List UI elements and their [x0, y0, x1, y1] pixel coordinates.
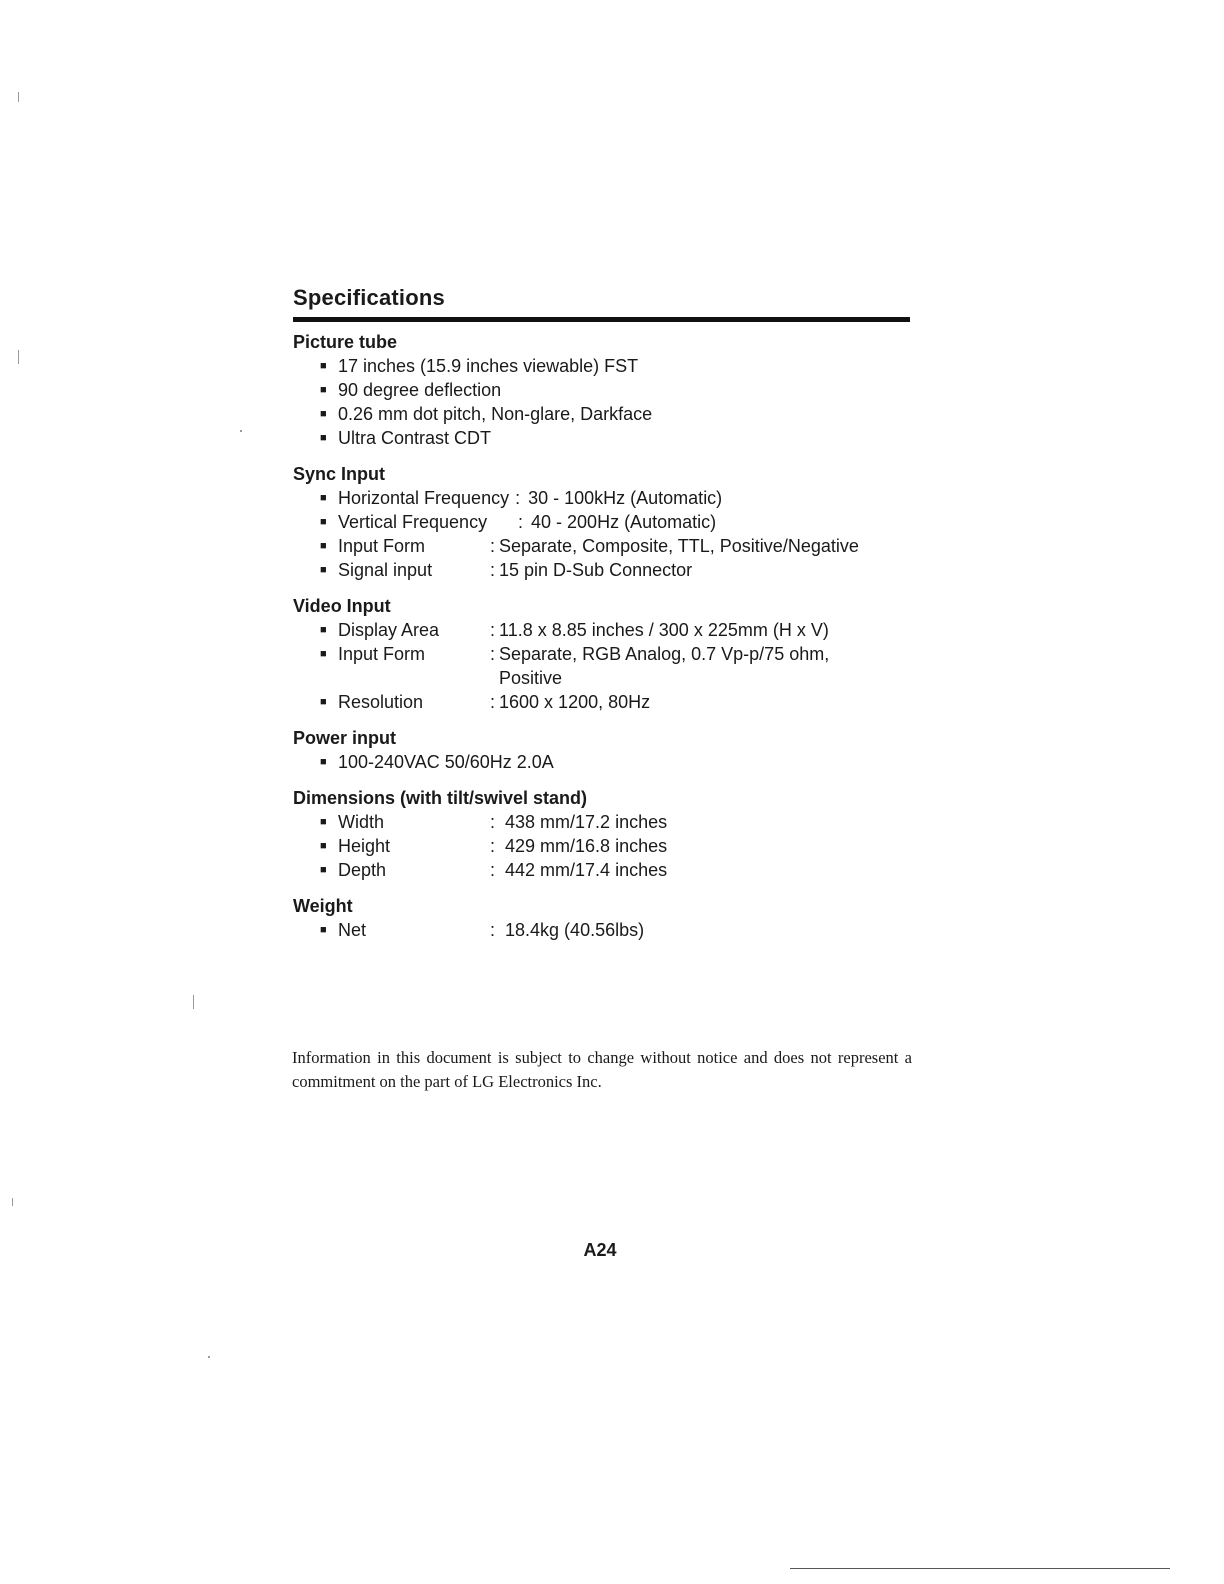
- spec-value: Separate, Composite, TTL, Positive/Negative: [499, 536, 859, 556]
- spec-separator: :: [518, 512, 524, 532]
- spec-label: Net: [338, 920, 367, 940]
- square-bullet-icon: ■: [320, 648, 327, 660]
- spec-item: [293, 534, 913, 558]
- square-bullet-icon: ■: [320, 696, 327, 708]
- spec-label: Horizontal Frequency: [338, 488, 510, 508]
- page-title: Specifications: [293, 285, 445, 310]
- spec-item: [293, 618, 913, 642]
- square-bullet-icon: ■: [320, 624, 327, 636]
- scan-edge-line: [790, 1568, 1170, 1569]
- section-weight: [293, 894, 913, 942]
- spec-separator: :: [490, 836, 496, 856]
- spec-label: 90 degree deflection: [338, 380, 502, 400]
- spec-item: [293, 750, 913, 774]
- spec-item: [293, 918, 913, 942]
- spec-label: Signal input: [338, 560, 433, 580]
- spec-item: [293, 354, 913, 378]
- spec-item: [293, 510, 913, 534]
- spec-value: 438 mm/17.2 inches: [505, 812, 668, 832]
- spec-label: Width: [338, 812, 385, 832]
- spec-item: [293, 558, 913, 582]
- scan-speck: [193, 995, 194, 1009]
- section-heading: Power input: [293, 728, 396, 748]
- legal-notice: Information in this document is subject to change without notice and does not represent a commitment on the part of LG Electronics Inc.: [292, 1048, 912, 1091]
- spec-separator: :: [490, 692, 496, 712]
- square-bullet-icon: ■: [320, 840, 327, 852]
- spec-label: Display Area: [338, 620, 440, 640]
- spec-label: Height: [338, 836, 391, 856]
- scan-speck: [18, 350, 19, 364]
- spec-label: 0.26 mm dot pitch, Non-glare, Darkface: [338, 404, 653, 424]
- section-heading: Sync Input: [293, 464, 386, 484]
- square-bullet-icon: ■: [320, 408, 327, 420]
- scan-speck: [18, 92, 19, 102]
- spec-item: [293, 642, 913, 690]
- spec-value: 15 pin D-Sub Connector: [499, 560, 693, 580]
- spec-separator: :: [490, 536, 496, 556]
- spec-value: 442 mm/17.4 inches: [505, 860, 668, 880]
- spec-value: 40 - 200Hz (Automatic): [531, 512, 717, 532]
- spec-label: Resolution: [338, 692, 424, 712]
- section-video-input: [293, 594, 913, 714]
- spec-label: Ultra Contrast CDT: [338, 428, 492, 448]
- spec-item: [293, 810, 913, 834]
- spec-item: [293, 858, 913, 882]
- square-bullet-icon: ■: [320, 432, 327, 444]
- spec-label: Input Form: [338, 536, 426, 556]
- square-bullet-icon: ■: [320, 516, 327, 528]
- specifications-content: [293, 283, 913, 954]
- section-sync-input: [293, 462, 913, 582]
- section-heading: Dimensions (with tilt/swivel stand): [293, 788, 588, 808]
- square-bullet-icon: ■: [320, 492, 327, 504]
- spec-value: 1600 x 1200, 80Hz: [499, 692, 651, 712]
- scan-speck: [240, 430, 242, 432]
- title-rule: [293, 317, 910, 322]
- spec-label: 100-240VAC 50/60Hz 2.0A: [338, 752, 554, 772]
- square-bullet-icon: ■: [320, 564, 327, 576]
- spec-label: Depth: [338, 860, 387, 880]
- square-bullet-icon: ■: [320, 360, 327, 372]
- spec-value: 11.8 x 8.85 inches / 300 x 225mm (H x V): [499, 620, 829, 640]
- scan-speck: [208, 1356, 210, 1358]
- section-heading: Weight: [293, 896, 353, 916]
- section-power-input: [293, 726, 913, 774]
- spec-separator: :: [490, 560, 496, 580]
- spec-label: Input Form: [338, 644, 426, 664]
- spec-item: [293, 486, 913, 510]
- spec-item: [293, 690, 913, 714]
- square-bullet-icon: ■: [320, 816, 327, 828]
- spec-separator: :: [515, 488, 521, 508]
- square-bullet-icon: ■: [320, 384, 327, 396]
- spec-value: Separate, RGB Analog, 0.7 Vp-p/75 ohm, Positive: [499, 644, 830, 688]
- spec-item: [293, 402, 913, 426]
- spec-separator: :: [490, 920, 496, 940]
- spec-value: 429 mm/16.8 inches: [505, 836, 668, 856]
- spec-separator: :: [490, 620, 496, 640]
- spec-value: 30 - 100kHz (Automatic): [528, 488, 723, 508]
- spec-separator: :: [490, 644, 496, 664]
- spec-item: [293, 378, 913, 402]
- spec-label: 17 inches (15.9 inches viewable) FST: [338, 356, 639, 376]
- spec-value: 18.4kg (40.56lbs): [505, 920, 645, 940]
- square-bullet-icon: ■: [320, 756, 327, 768]
- square-bullet-icon: ■: [320, 540, 327, 552]
- spec-item: [293, 834, 913, 858]
- page-number: A24: [583, 1240, 617, 1260]
- spec-item: [293, 426, 913, 450]
- section-dimensions: [293, 786, 913, 882]
- section-picture-tube: [293, 330, 913, 450]
- section-heading: Picture tube: [293, 332, 398, 352]
- scan-speck: [12, 1198, 13, 1206]
- square-bullet-icon: ■: [320, 864, 327, 876]
- spec-label: Vertical Frequency: [338, 512, 488, 532]
- spec-separator: :: [490, 860, 496, 880]
- spec-separator: :: [490, 812, 496, 832]
- section-heading: Video Input: [293, 596, 391, 616]
- square-bullet-icon: ■: [320, 924, 327, 936]
